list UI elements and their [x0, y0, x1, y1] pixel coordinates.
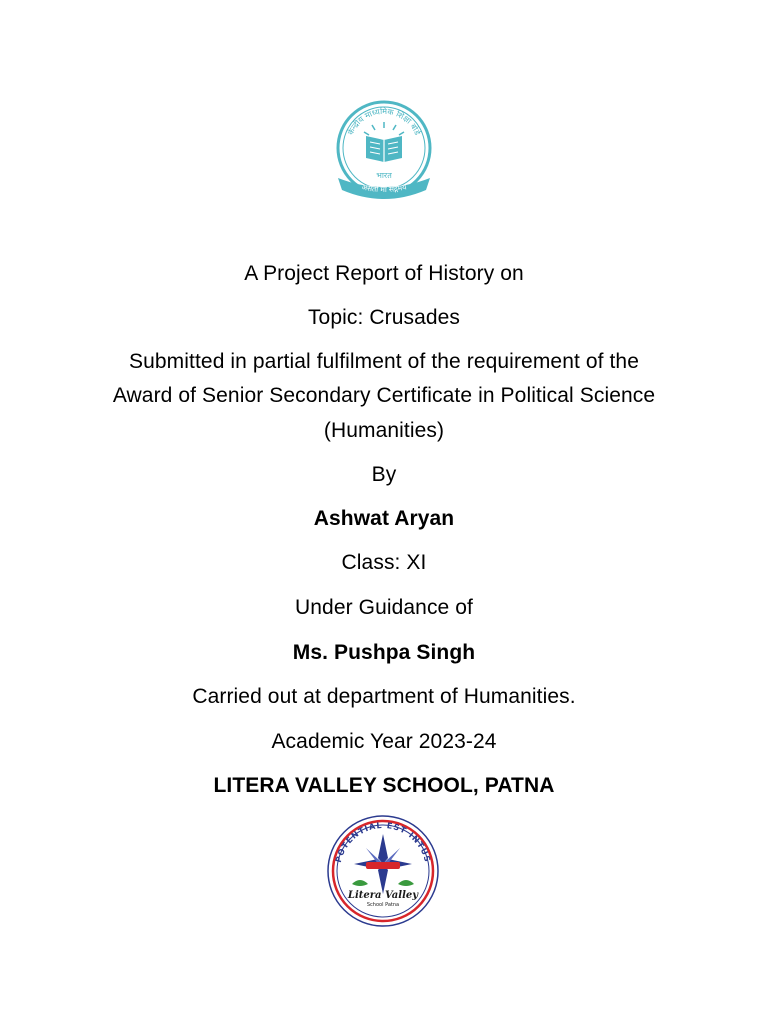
sun-rays-icon — [364, 122, 404, 135]
cbse-logo — [332, 92, 436, 210]
school-name: LITERA VALLEY SCHOOL, PATNA — [213, 774, 555, 797]
guidance-label: Under Guidance of — [295, 596, 473, 619]
submission-line-2: Award of Senior Secondary Certificate in Political Science — [112, 384, 656, 407]
open-book-icon — [366, 136, 402, 162]
submission-line-1: Submitted in partial fulfilment of the requirement of the — [129, 350, 639, 373]
student-name: Ashwat Aryan — [313, 507, 455, 530]
board-arc-text: केन्द्रीय माध्यमिक शिक्षा बोर्ड — [346, 106, 423, 137]
class-line: Class: XI — [341, 551, 427, 574]
school-logo-name: Litera Valley — [347, 890, 419, 901]
guide-name: Ms. Pushpa Singh — [292, 641, 476, 664]
submission-line-3: (Humanities) — [323, 419, 445, 442]
board-motto-text: असतो मा सद्गमय — [360, 182, 408, 195]
school-logo — [326, 814, 440, 928]
school-ring-text: POTENTIAL EST INTUS — [333, 820, 433, 864]
board-country-text: भारत — [376, 171, 392, 180]
academic-year: Academic Year 2023-24 — [271, 730, 497, 753]
report-heading: A Project Report of History on — [244, 262, 524, 285]
department-line: Carried out at department of Humanities. — [192, 685, 576, 708]
school-logo-place: School Patna — [366, 902, 400, 908]
logo-band — [366, 862, 400, 869]
by-label: By — [371, 463, 397, 486]
topic-line: Topic: Crusades — [307, 306, 461, 329]
